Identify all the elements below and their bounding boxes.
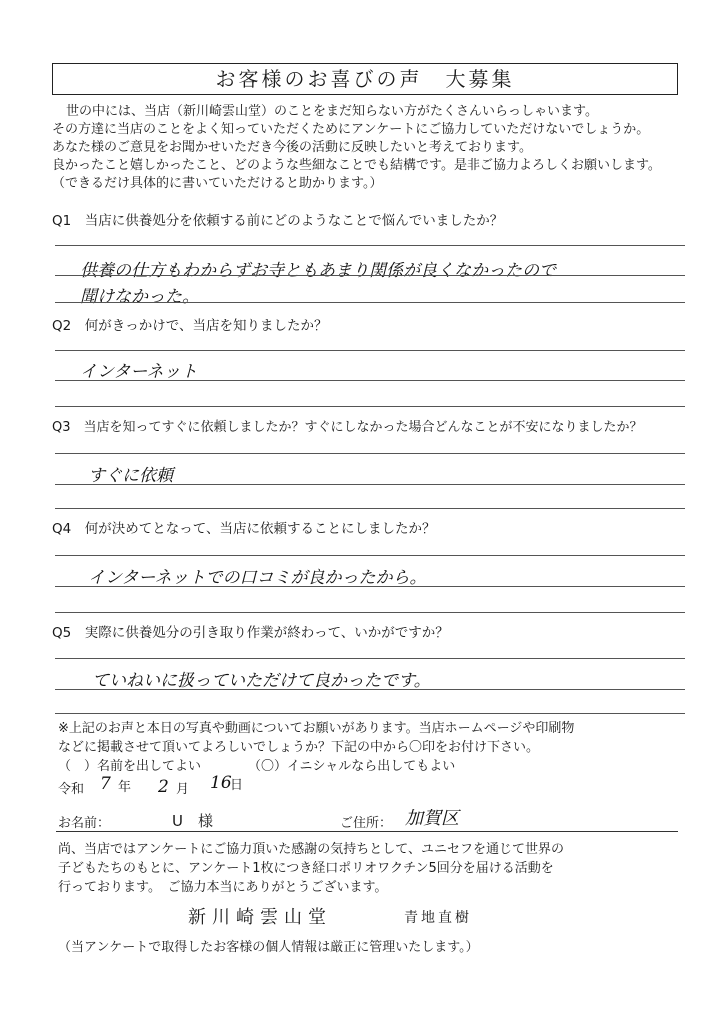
answer-3: すぐに依頼 <box>88 466 173 486</box>
survey-title: お客様のお喜びの声 大募集 <box>52 63 678 95</box>
answer-rule <box>55 586 685 587</box>
person-name: 青地直樹 <box>404 910 472 926</box>
answer-rule <box>55 713 685 714</box>
intro-line-1: 世の中には、当店（新川崎雲山堂）のことをまだ知らない方がたくさんいらっしゃいます。 <box>66 104 598 119</box>
answer-5: ていねいに扱っていただけて良かったです。 <box>92 671 431 691</box>
question-4: Q4 何が決めてとなって、当店に依頼することにしましたか？ <box>52 521 436 537</box>
question-2: Q2 何がきっかけで、当店を知りましたか？ <box>52 318 328 334</box>
answer-rule <box>55 275 685 276</box>
answer-1-line-2: 聞けなかった。 <box>80 287 199 307</box>
name-rule <box>56 831 678 832</box>
answer-rule <box>55 508 685 509</box>
answer-rule <box>55 555 685 556</box>
answer-rule <box>55 350 685 351</box>
date-month-value: 2 <box>158 777 169 797</box>
consent-line-1: ※上記のお声と本日の写真や動画についてお願いがあります。当店ホームページや印刷物 <box>58 721 575 736</box>
date-year-value: 7 <box>100 774 111 794</box>
answer-rule <box>55 406 685 407</box>
question-3: Q3 当店を知ってすぐに依頼しましたか？すぐにしなかった場合どんなことが不安になりましたか？ <box>52 420 643 435</box>
consent-line-2: などに掲載させて頂いてよろしいでしょうか？下記の中から〇印をお付け下さい。 <box>58 740 540 755</box>
footer-line-3: 行っております。 ご協力本当にありがとうございます。 <box>58 880 388 895</box>
footer-line-1: 尚、当店ではアンケートにご協力頂いた感謝の気持ちとして、ユニセフを通じて世界の <box>58 842 564 857</box>
answer-rule <box>55 302 685 303</box>
answer-1-line-1: 供養の仕方もわからずお寺ともあまり関係が良くなかったので <box>80 261 556 281</box>
store-name: 新川崎雲山堂 <box>188 907 332 928</box>
intro-line-5: （できるだけ具体的に書いていただけると助かります。） <box>52 176 383 191</box>
date-day-value: 16 <box>210 773 232 793</box>
customer-name: U 様 <box>172 812 213 830</box>
address-label: ご住所： <box>340 816 393 831</box>
consent-option-name: （ ）名前を出してよい <box>58 759 202 774</box>
question-5: Q5 実際に供養処分の引き取り作業が終わって、いかがですか？ <box>52 625 449 641</box>
date-year-label: 年 <box>118 780 132 795</box>
answer-4: インターネットでの口コミが良かったから。 <box>88 568 427 588</box>
date-month-label: 月 <box>176 782 190 797</box>
privacy-note: （当アンケートで取得したお客様の個人情報は厳正に管理いたします。） <box>58 940 479 955</box>
answer-rule <box>55 245 685 246</box>
intro-line-4: 良かったこと嬉しかったこと、どのような些細なことでも結構です。是非ご協力よろしくお願いします。 <box>52 158 661 173</box>
intro-line-3: あなた様のご意見をお聞かせいただき今後の活動に反映したいと考えております。 <box>52 140 532 155</box>
footer-line-2: 子どもたちのもとに、アンケート1枚につき経口ポリオワクチン5回分を届ける活動を <box>58 861 554 876</box>
question-1: Q1 当店に供養処分を依頼する前にどのようなことで悩んでいましたか？ <box>52 213 504 229</box>
consent-option-initials: （〇）イニシャルなら出してもよい <box>248 759 456 774</box>
answer-2: インターネット <box>80 362 198 382</box>
date-era: 令和 <box>58 782 85 797</box>
answer-rule <box>55 612 685 613</box>
answer-rule <box>55 658 685 659</box>
answer-rule <box>55 689 685 690</box>
name-label: お名前： <box>58 816 111 831</box>
answer-rule <box>55 453 685 454</box>
answer-rule <box>55 484 685 485</box>
answer-rule <box>55 380 685 381</box>
intro-line-2: その方達に当店のことをよく知っていただくためにアンケートにご協力していただけないでしょうか。 <box>52 122 650 137</box>
date-day-label: 日 <box>230 778 244 793</box>
customer-address: 加賀区 <box>405 808 459 829</box>
